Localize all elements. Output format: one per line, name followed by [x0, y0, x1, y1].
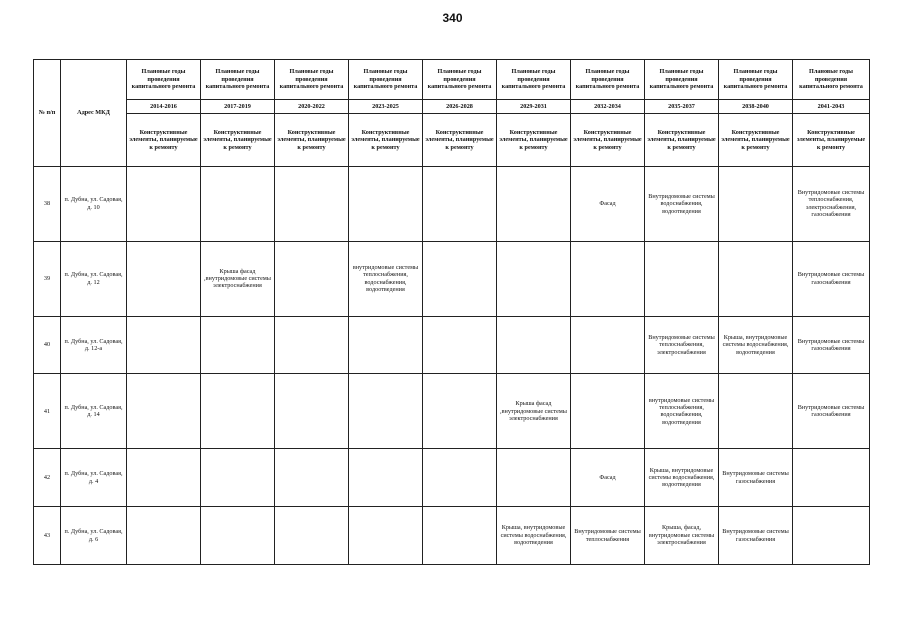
repair-cell: [423, 449, 497, 507]
repair-cell: [275, 507, 349, 565]
repair-cell: [201, 316, 275, 374]
repair-cell: Фасад: [571, 449, 645, 507]
repair-cell: внутридомовые системы теплоснабжения, водоснабжения, водоотведения: [349, 241, 423, 316]
repair-cell: [349, 449, 423, 507]
repair-cell: Внутридомовые системы теплоснабжения, электроснабжения, газоснабжения: [793, 167, 870, 242]
elements-header: Конструктивные элементы, планируемые к ремонту: [127, 114, 201, 167]
repair-cell: [719, 374, 793, 449]
years-header: 2038-2040: [719, 100, 793, 114]
repair-cell: [275, 374, 349, 449]
repair-cell: [571, 316, 645, 374]
elements-header: Конструктивные элементы, планируемые к ремонту: [497, 114, 571, 167]
repair-cell: [423, 316, 497, 374]
plan-header: Плановые годы проведения капитального ремонта: [349, 60, 423, 100]
elements-header: Конструктивные элементы, планируемые к ремонту: [793, 114, 870, 167]
repair-cell: [275, 316, 349, 374]
col-num-header: № п/п: [34, 60, 61, 167]
row-address: п. Дубна, ул. Садовая, д. 14: [61, 374, 127, 449]
repair-cell: Крыша, внутридомовые системы водоснабжения, водоотведения: [497, 507, 571, 565]
repair-cell: Внутридомовые системы газоснабжения: [793, 374, 870, 449]
repair-cell: [349, 507, 423, 565]
repair-cell: [645, 241, 719, 316]
plan-header: Плановые годы проведения капитального ремонта: [793, 60, 870, 100]
repair-cell: [127, 449, 201, 507]
row-address: п. Дубна, ул. Садовая, д. 4: [61, 449, 127, 507]
repair-cell: Внутридомовые системы газоснабжения: [793, 316, 870, 374]
repair-cell: [793, 449, 870, 507]
years-header: 2017-2019: [201, 100, 275, 114]
plan-header: Плановые годы проведения капитального ремонта: [645, 60, 719, 100]
elements-header: Конструктивные элементы, планируемые к ремонту: [571, 114, 645, 167]
table-row: [34, 507, 870, 565]
repair-cell: [571, 374, 645, 449]
plan-header: Плановые годы проведения капитального ремонта: [719, 60, 793, 100]
plan-header: Плановые годы проведения капитального ремонта: [497, 60, 571, 100]
repair-cell: [275, 167, 349, 242]
repair-cell: Крыша, внутридомовые системы водоснабжения, водоотведения: [719, 316, 793, 374]
repair-cell: [497, 167, 571, 242]
table-row: [34, 316, 870, 374]
repair-cell: [793, 507, 870, 565]
years-header: 2023-2025: [349, 100, 423, 114]
repair-cell: [349, 316, 423, 374]
repair-cell: [719, 241, 793, 316]
repair-cell: Внутридомовые системы водоснабжения, водоотведения: [645, 167, 719, 242]
row-number: 43: [34, 507, 61, 565]
repair-cell: [423, 241, 497, 316]
header-row-elements: [34, 114, 870, 167]
repair-cell: [497, 449, 571, 507]
plan-header: Плановые годы проведения капитального ремонта: [423, 60, 497, 100]
row-address: п. Дубна, ул. Садовая, д. 12-а: [61, 316, 127, 374]
repair-cell: [127, 507, 201, 565]
capital-repair-schedule-table: [33, 59, 870, 565]
repair-cell: [349, 374, 423, 449]
repair-cell: [423, 507, 497, 565]
years-header: 2029-2031: [497, 100, 571, 114]
repair-cell: Внутридомовые системы газоснабжения: [719, 507, 793, 565]
elements-header: Конструктивные элементы, планируемые к ремонту: [645, 114, 719, 167]
repair-cell: [423, 374, 497, 449]
table-row: [34, 374, 870, 449]
row-number: 38: [34, 167, 61, 242]
elements-header: Конструктивные элементы, планируемые к ремонту: [423, 114, 497, 167]
repair-cell: [349, 167, 423, 242]
repair-cell: [497, 316, 571, 374]
repair-cell: [127, 374, 201, 449]
elements-header: Конструктивные элементы, планируемые к ремонту: [719, 114, 793, 167]
years-header: 2035-2037: [645, 100, 719, 114]
elements-header: Конструктивные элементы, планируемые к ремонту: [201, 114, 275, 167]
row-address: п. Дубна, ул. Садовая, д. 12: [61, 241, 127, 316]
repair-cell: Фасад: [571, 167, 645, 242]
repair-cell: [719, 167, 793, 242]
elements-header: Конструктивные элементы, планируемые к ремонту: [349, 114, 423, 167]
row-number: 41: [34, 374, 61, 449]
plan-header: Плановые годы проведения капитального ремонта: [275, 60, 349, 100]
table-body: [34, 167, 870, 565]
plan-header: Плановые годы проведения капитального ремонта: [571, 60, 645, 100]
row-address: п. Дубна, ул. Садовая, д. 10: [61, 167, 127, 242]
page-number: 340: [442, 11, 463, 25]
years-header: 2020-2022: [275, 100, 349, 114]
row-number: 40: [34, 316, 61, 374]
repair-cell: [127, 241, 201, 316]
row-number: 42: [34, 449, 61, 507]
repair-cell: Внутридомовые системы теплоснабжения, электроснабжения: [645, 316, 719, 374]
repair-cell: Крыша, внутридомовые системы водоснабжения, водоотведения: [645, 449, 719, 507]
repair-cell: [275, 449, 349, 507]
header-row-plan: [34, 60, 870, 100]
repair-cell: Внутридомовые системы теплоснабжения: [571, 507, 645, 565]
repair-cell: [497, 241, 571, 316]
repair-cell: [571, 241, 645, 316]
row-address: п. Дубна, ул. Садовая, д. 6: [61, 507, 127, 565]
repair-cell: [275, 241, 349, 316]
repair-cell: [201, 507, 275, 565]
table-row: [34, 167, 870, 242]
plan-header: Плановые годы проведения капитального ремонта: [201, 60, 275, 100]
repair-cell: [201, 374, 275, 449]
years-header: 2041-2043: [793, 100, 870, 114]
repair-cell: Внутридомовые системы газоснабжения: [793, 241, 870, 316]
row-number: 39: [34, 241, 61, 316]
repair-cell: Внутридомовые системы газоснабжения: [719, 449, 793, 507]
years-header: 2014-2016: [127, 100, 201, 114]
repair-cell: Крыша, фасад, внутридомовые системы электроснабжения: [645, 507, 719, 565]
repair-cell: Крыша фасад ,внутридомовые системы электроснабжения: [497, 374, 571, 449]
repair-cell: Крыша фасад ,внутридомовые системы электроснабжения: [201, 241, 275, 316]
repair-cell: [423, 167, 497, 242]
header-row-years: [34, 100, 870, 114]
repair-cell: внутридомовые системы теплоснабжения, водоснабжения, водоотведения: [645, 374, 719, 449]
table-row: [34, 241, 870, 316]
repair-cell: [127, 167, 201, 242]
table-row: [34, 449, 870, 507]
repair-cell: [201, 449, 275, 507]
years-header: 2026-2028: [423, 100, 497, 114]
plan-header: Плановые годы проведения капитального ремонта: [127, 60, 201, 100]
repair-cell: [127, 316, 201, 374]
repair-cell: [201, 167, 275, 242]
elements-header: Конструктивные элементы, планируемые к ремонту: [275, 114, 349, 167]
col-address-header: Адрес МКД: [61, 60, 127, 167]
years-header: 2032-2034: [571, 100, 645, 114]
